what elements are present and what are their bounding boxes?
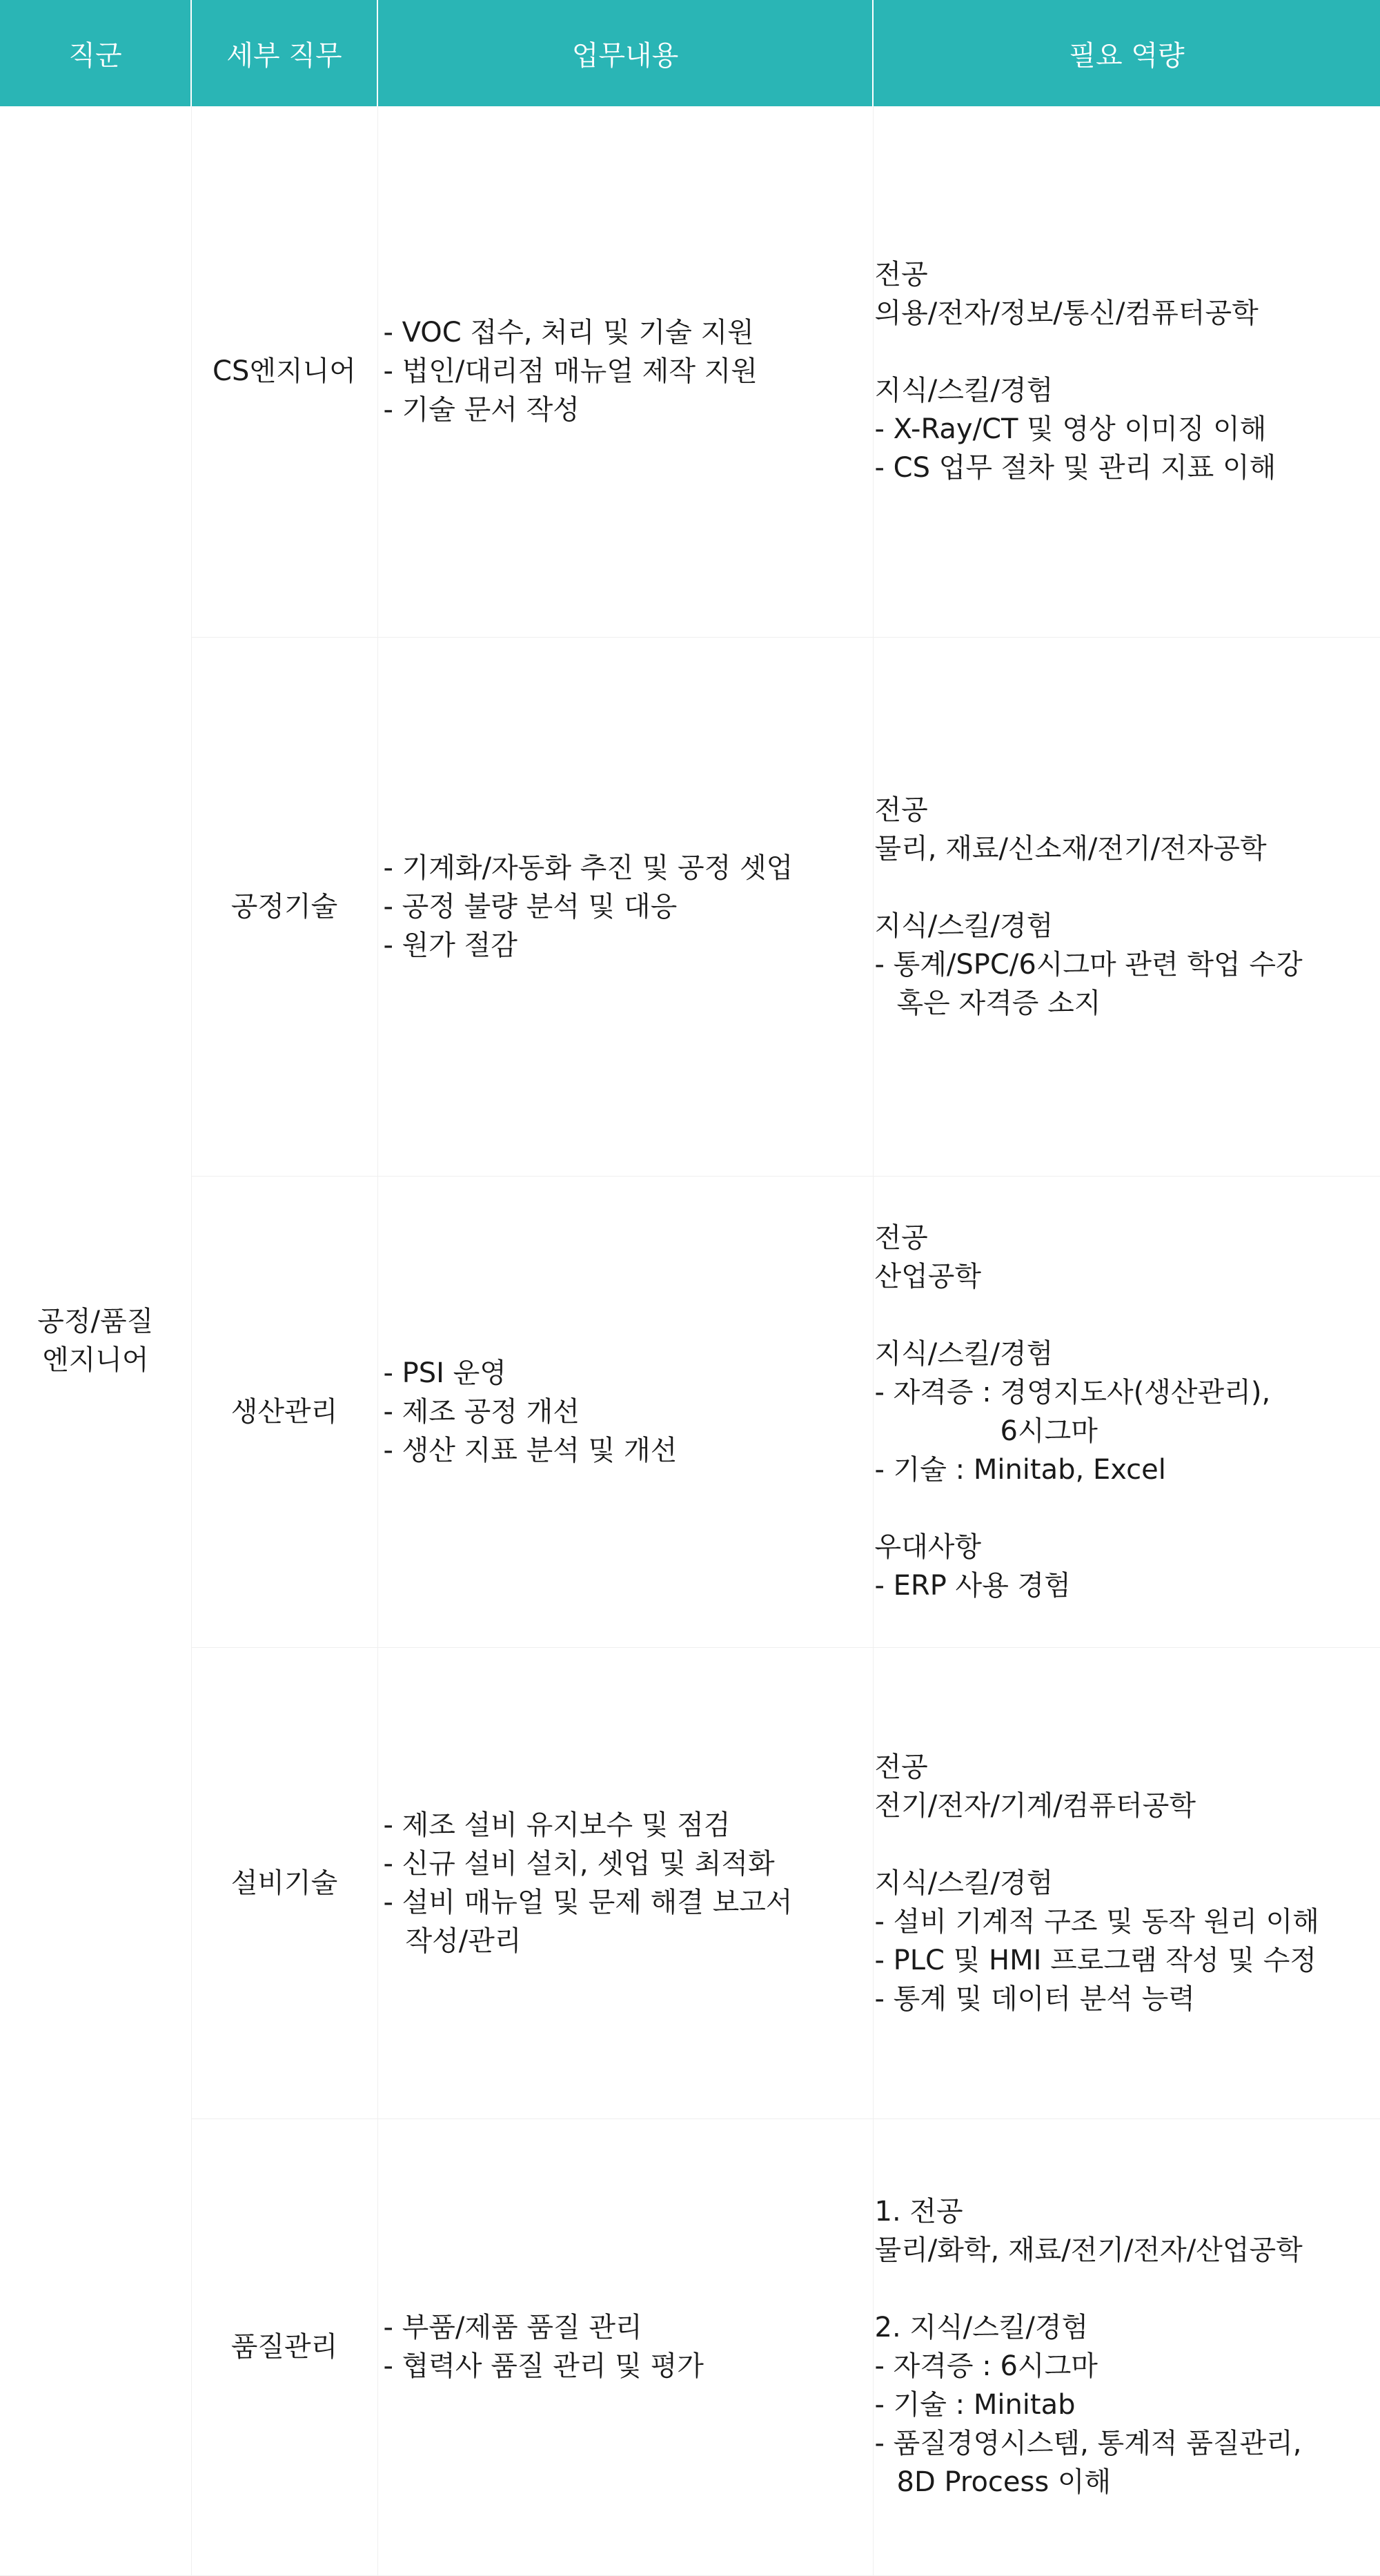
role-cell: 품질관리 [191, 2118, 377, 2575]
task-item: - 부품/제품 품질 관리 [383, 2312, 642, 2343]
skill-title: 2. 지식/스킬/경험 [874, 2312, 1089, 2343]
skill-item: - X-Ray/CT 및 영상 이미징 이해 [874, 413, 1267, 446]
tasks-cell [377, 1647, 873, 2118]
major-value: 물리, 재료/신소재/전기/전자공학 [874, 832, 1267, 865]
skill-title: 지식/스킬/경험 [874, 910, 1054, 942]
skill-item: - 통계 및 데이터 분석 능력 [874, 1983, 1195, 2015]
tasks-cell [377, 106, 873, 637]
task-item: - 기술 문서 작성 [383, 394, 580, 426]
task-item: - 법인/대리점 매뉴얼 제작 지원 [383, 355, 758, 388]
tasks-cell [377, 1176, 873, 1647]
skill-item-continuation: 6시그마 [1000, 1415, 1098, 1447]
job-group-cell [0, 106, 191, 2575]
skill-title: 지식/스킬/경험 [874, 1867, 1054, 1899]
task-item: - 제조 공정 개선 [383, 1395, 580, 1428]
task-item: - 공정 불량 분석 및 대응 [383, 890, 678, 923]
table-row [0, 2118, 1380, 2575]
task-item: - 협력사 품질 관리 및 평가 [383, 2350, 704, 2382]
task-item: - PSI 운영 [383, 1357, 506, 1389]
task-item: - VOC 접수, 처리 및 기술 지원 [383, 317, 754, 349]
job-group-line: 엔지니어 [41, 1344, 149, 1376]
skill-item-continuation: 혹은 자격증 소지 [896, 987, 1101, 1019]
task-item: - 원가 절감 [383, 929, 518, 961]
tasks-cell [377, 637, 873, 1176]
task-item: - 기계화/자동화 추진 및 공정 셋업 [383, 852, 793, 884]
role-cell: CS엔지니어 [191, 106, 377, 637]
task-item: - 신규 설비 설치, 셋업 및 최적화 [383, 1847, 775, 1880]
task-item-continuation: 작성/관리 [405, 1925, 522, 1957]
skill-item: - 자격증 : 6시그마 [874, 2350, 1098, 2382]
header-job-group: 직군 [0, 0, 191, 106]
major-title: 전공 [874, 1751, 928, 1783]
skill-title: 지식/스킬/경험 [874, 375, 1054, 407]
major-value: 전기/전자/기계/컴퓨터공학 [874, 1789, 1196, 1822]
requirements-cell [873, 2118, 1380, 2575]
skill-item: - 품질경영시스템, 통계적 품질관리, [874, 2428, 1302, 2459]
table-row [0, 106, 1380, 637]
task-item: - 생산 지표 분석 및 개선 [383, 1434, 678, 1466]
job-group-line: 공정/품질 [37, 1305, 154, 1337]
table-row [0, 1647, 1380, 2118]
role-cell: 설비기술 [191, 1647, 377, 2118]
preference-title: 우대사항 [874, 1531, 982, 1563]
requirements-cell [873, 1647, 1380, 2118]
major-value: 의용/전자/정보/통신/컴퓨터공학 [874, 297, 1259, 330]
skill-item: - 설비 기계적 구조 및 동작 원리 이해 [874, 1905, 1319, 1938]
requirements-cell [873, 106, 1380, 637]
role-cell: 생산관리 [191, 1176, 377, 1647]
header-tasks: 업무내용 [377, 0, 873, 106]
major-title: 1. 전공 [874, 2196, 963, 2228]
skill-item: - 기술 : Minitab [874, 2389, 1076, 2421]
header-requirements: 필요 역량 [873, 0, 1380, 106]
task-item: - 설비 매뉴얼 및 문제 해결 보고서 [383, 1886, 793, 1918]
skill-item: - PLC 및 HMI 프로그램 작성 및 수정 [874, 1944, 1317, 1976]
skill-item: - 자격증 : 경영지도사(생산관리), [874, 1376, 1271, 1408]
major-title: 전공 [874, 794, 928, 826]
table-row [0, 637, 1380, 1176]
preference-item: - ERP 사용 경험 [874, 1569, 1071, 1602]
table-row [0, 1176, 1380, 1647]
major-value: 산업공학 [874, 1260, 982, 1292]
role-cell: 공정기술 [191, 637, 377, 1176]
requirements-cell [873, 637, 1380, 1176]
header-detailed-role: 세부 직무 [191, 0, 377, 106]
tasks-cell [377, 2118, 873, 2575]
skill-item: - 기술 : Minitab, Excel [874, 1453, 1166, 1486]
skill-title: 지식/스킬/경험 [874, 1337, 1054, 1370]
task-item: - 제조 설비 유지보수 및 점검 [383, 1809, 731, 1841]
table-header-row [0, 0, 1380, 106]
requirements-cell [873, 1176, 1380, 1647]
skill-item: - CS 업무 절차 및 관리 지표 이해 [874, 452, 1276, 484]
major-value: 물리/화학, 재료/전기/전자/산업공학 [874, 2234, 1303, 2266]
major-title: 전공 [874, 1221, 928, 1254]
skill-item-continuation: 8D Process 이해 [896, 2466, 1112, 2498]
major-title: 전공 [874, 259, 928, 291]
skill-item: - 통계/SPC/6시그마 관련 학업 수강 [874, 948, 1303, 981]
